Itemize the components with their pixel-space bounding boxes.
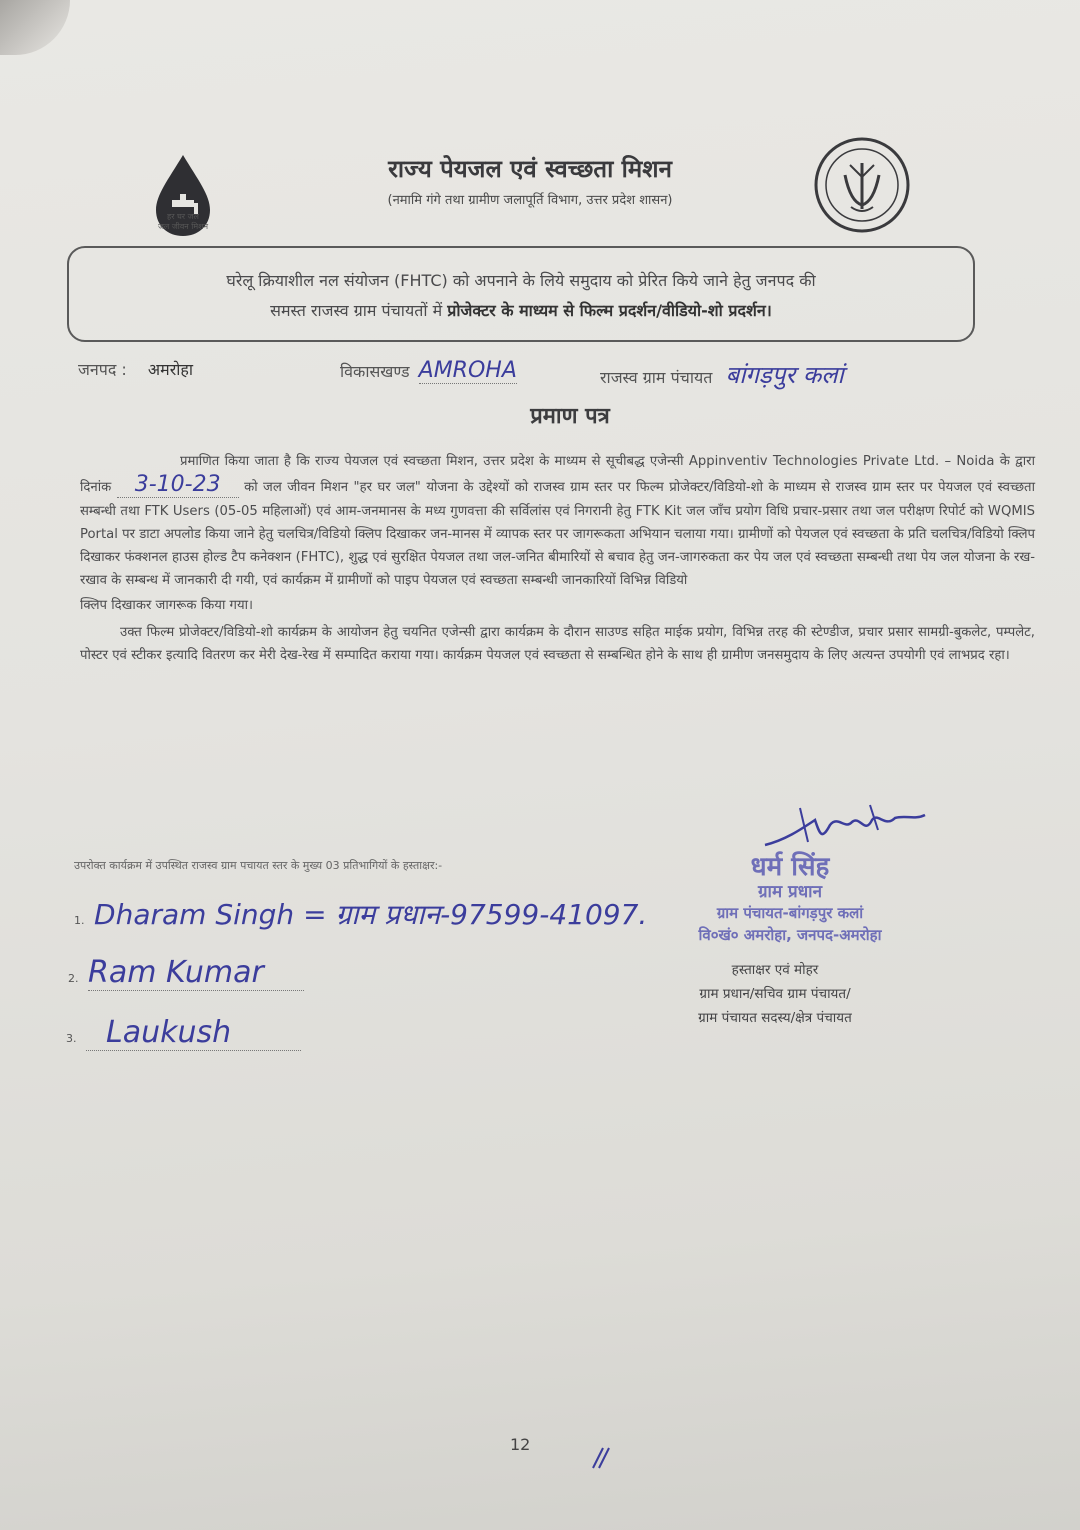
official-stamp (640, 852, 940, 946)
participant-2-signature: Ram Kumar (88, 955, 304, 991)
page-title: राज्य पेयजल एवं स्वच्छता मिशन (388, 154, 672, 183)
logo-subtext: जल जीवन मिशन (157, 222, 209, 231)
participant-1 (74, 895, 647, 933)
participant-3 (66, 1015, 301, 1050)
panchayat-value: बांगड़पुर कलां (725, 361, 844, 389)
participants-caption: उपरोक्त कार्यक्रम में उपस्थित राजस्व ग्राम पचायत स्तर के मुख्य 03 प्रतिभागियों के हस्ताक्षर:- (74, 859, 443, 872)
paper-corner-shadow (0, 0, 70, 55)
event-date: 3-10-23 (117, 472, 239, 498)
logo-caption (128, 212, 238, 232)
participant-3-number: 3. (66, 1032, 77, 1045)
page-number: 12 (510, 1435, 531, 1454)
har-ghar-jal-logo-icon (138, 150, 228, 250)
body-p1-part-a: प्रमाणित किया जाता है कि राज्य पेयजल एवं स्वच्छता मिशन, उत्तर प्रदेश के माध्यम से सूचीबद्ध एजेन्सी Appinventiv Technologies Private Ltd. – Noida के द्वारा दिनांक (80, 454, 1035, 496)
signature-line-2: ग्राम प्रधान/सचिव ग्राम पंचायत/ (699, 986, 851, 1002)
district-value: अमरोहा (147, 360, 194, 379)
signature-line-1: हस्ताक्षर एवं मोहर (731, 962, 819, 978)
body-paragraph-1-end: क्लिप दिखाकर जागरूक किया गया। (80, 597, 254, 613)
banner-line-2-bold: प्रोजेक्टर के माध्यम से फिल्म प्रदर्शन/वीडियो-शो प्रदर्शन। (447, 301, 772, 320)
pradhan-signature-icon (760, 800, 930, 860)
logo-text: हर घर जल (167, 212, 199, 221)
stamp-role: ग्राम प्रधान (757, 882, 823, 902)
banner-line-2 (89, 296, 953, 326)
block-label: विकासखण्ड (340, 362, 410, 381)
block-value: AMROHA (418, 358, 517, 383)
signature-block (640, 958, 910, 1030)
page-subtitle: (नमामि गंगे तथा ग्रामीण जलापूर्ति विभाग, उत्तर प्रदेश शासन) (387, 193, 673, 208)
signature-line-3: ग्राम पंचायत सदस्य/क्षेत्र पंचायत (698, 1010, 852, 1026)
pen-mark-icon (585, 1440, 615, 1470)
participant-2-number: 2. (68, 972, 79, 985)
participant-3-signature: Laukush (86, 1015, 301, 1051)
participant-2 (68, 955, 304, 990)
participant-1-signature: Dharam Singh = ग्राम प्रधान-97599-41097. (94, 898, 648, 931)
certificate-body (80, 450, 1035, 669)
stamp-block: वि०खं० अमरोहा, जनपद-अमरोहा (698, 926, 882, 944)
program-banner (67, 246, 975, 342)
certificate-title: प्रमाण पत्र (530, 404, 610, 429)
up-government-emblem-icon (805, 135, 920, 235)
stamp-place: ग्राम पंचायत-बांगड़पुर कलां (716, 904, 864, 922)
body-paragraph-1 (80, 450, 1035, 593)
panchayat-label: राजस्व ग्राम पंचायत (600, 368, 713, 387)
district-field (78, 358, 193, 380)
district-label: जनपद : (78, 360, 127, 379)
body-paragraph-2: उक्त फिल्म प्रोजेक्टर/विडियो-शो कार्यक्रम के आयोजन हेतु चयनित एजेन्सी द्वारा कार्यक्रम के दौरान साउण्ड सहित माईक प्रयोग, विभिन्न तरह की स्टेण्डीज, प्रचार प्रसार सामग्री-बुकलेट, पम्पलेट, पोस्टर एवं स्टीकर इत्यादि वितरण कर मेरी देख-रेख में सम्पादित कराया गया। कार्यक्रम पेयजल एवं स्वच्छता से सम्बन्धित होने के साथ ही ग्रामीण जनसमुदाय के लिए अत्यन्त उपयोगी एवं लाभप्रद रहा। (80, 625, 1035, 664)
participant-1-number: 1. (74, 914, 85, 927)
block-field (340, 358, 517, 383)
panchayat-field (600, 358, 844, 391)
banner-line-2-prefix: समस्त राजस्व ग्राम पंचायतों में (270, 301, 448, 320)
body-p1-part-b: को जल जीवन मिशन "हर घर जल" योजना के उद्देश्यों को राजस्व ग्राम स्तर पर फिल्म प्रोजेक्टर/विडियो-शो के माध्यम से राजस्व ग्राम स्तर पर पेयजल एवं स्वच्छता सम्बन्धी तथा FTK Users (05-05 महिलाओं) एवं आम-जनमानस के मध्य गुणवत्ता की सर्विलांस एवं निगरानी हेतु FTK Kit जल जाँच प्रयोग विधि प्रचार-प्रसार तथा जल परीक्षण रिपोर्ट को WQMIS Portal पर डाटा अपलोड किया जाने हेतु चलचित्र/विडियो क्लिप दिखाकर जन-मानस में व्यापक स्तर पर जागरूकता अभियान चलाया गया। ग्रामीणों को पेयजल एवं स्वच्छता के प्रति चलचित्र/विडियो क्लिप दिखाकर फंक्शनल हाउस होल्ड टैप कनेक्शन (FHTC), शुद्ध एवं सुरक्षित पेयजल तथा जल-जनित बीमारियों से बचाव हेतु जन-जागरुकता कर पेय जल एवं स्वच्छता सम्बन्धी तथा पेय जल योजना के रख-रखाव के सम्बन्ध में जानकारी दी गयी, एवं कार्यक्रम में ग्रामीणों को पाइप पेयजल एवं स्वच्छता सम्बन्धी जानकारियों विभिन्न विडियो (80, 480, 1035, 589)
stamp-name: धर्म सिंह (750, 852, 830, 882)
banner-line-1: घरेलू क्रियाशील नल संयोजन (FHTC) को अपनाने के लिये समुदाय को प्रेरित किये जाने हेतु जनपद की (226, 271, 816, 290)
